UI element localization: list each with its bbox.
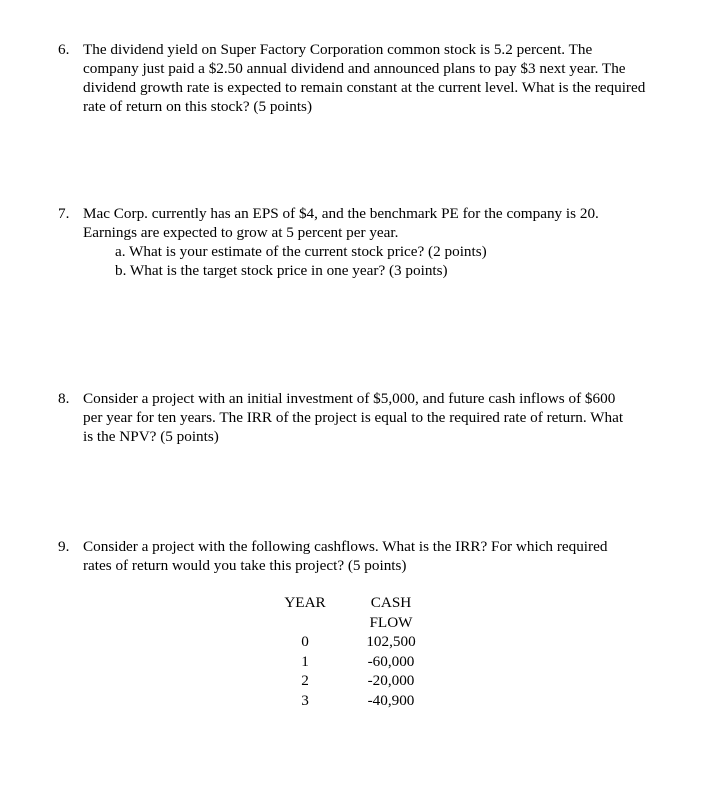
question-7: [58, 204, 666, 280]
question-line: rate of return on this stock? (5 points): [83, 98, 313, 115]
question-line: is the NPV? (5 points): [83, 428, 219, 445]
question-line: rates of return would you take this project? (5 points): [83, 557, 407, 574]
question-text: [83, 537, 666, 575]
year-cell: 3: [301, 691, 309, 709]
header-year: YEAR: [284, 594, 326, 611]
header-cash-flow-line2: FLOW: [369, 613, 413, 631]
header-cash-flow-line1: CASH: [370, 594, 412, 611]
question-number: 8.: [58, 390, 70, 407]
question-8: [58, 389, 666, 446]
question-9: [58, 537, 666, 575]
cashflow-table: [280, 593, 424, 710]
question-line: dividend growth rate is expected to remain constant at the current level. What is the required: [83, 79, 646, 96]
table-row: [280, 652, 424, 672]
question-text: [83, 204, 666, 242]
question-line: The dividend yield on Super Factory Corporation common stock is 5.2 percent. The: [83, 41, 593, 58]
header-cash-flow: [358, 593, 424, 632]
cash-flow-cell: -20,000: [367, 672, 415, 689]
question-text: [83, 40, 666, 116]
question-line: Mac Corp. currently has an EPS of $4, and the benchmark PE for the company is 20.: [83, 205, 599, 222]
question-line: Consider a project with the following cashflows. What is the IRR? For which required: [83, 538, 608, 555]
question-text: [83, 389, 666, 446]
year-cell: 1: [301, 652, 309, 670]
table-row: [280, 691, 424, 711]
table-row: [280, 671, 424, 691]
question-6: [58, 40, 666, 116]
question-number: 7.: [58, 205, 70, 222]
question-line: Earnings are expected to grow at 5 percent per year.: [83, 224, 399, 241]
table-row: [280, 632, 424, 652]
year-cell: 0: [301, 633, 309, 650]
subpart-list: [115, 242, 666, 280]
question-line: Consider a project with an initial investment of $5,000, and future cash inflows of $600: [83, 390, 616, 407]
table-header-row: [280, 593, 424, 632]
question-number: 6.: [58, 41, 70, 58]
subpart-b: b. What is the target stock price in one year? (3 points): [115, 262, 448, 279]
question-line: per year for ten years. The IRR of the project is equal to the required rate of return. What: [83, 409, 624, 426]
cash-flow-cell: -40,900: [367, 691, 415, 709]
question-number: 9.: [58, 538, 70, 555]
cash-flow-cell: 102,500: [366, 633, 416, 650]
question-line: company just paid a $2.50 annual dividend and announced plans to pay $3 next year. The: [83, 60, 626, 77]
subpart-a: a. What is your estimate of the current stock price? (2 points): [115, 243, 487, 260]
cash-flow-cell: -60,000: [367, 652, 415, 670]
year-cell: 2: [301, 672, 309, 689]
